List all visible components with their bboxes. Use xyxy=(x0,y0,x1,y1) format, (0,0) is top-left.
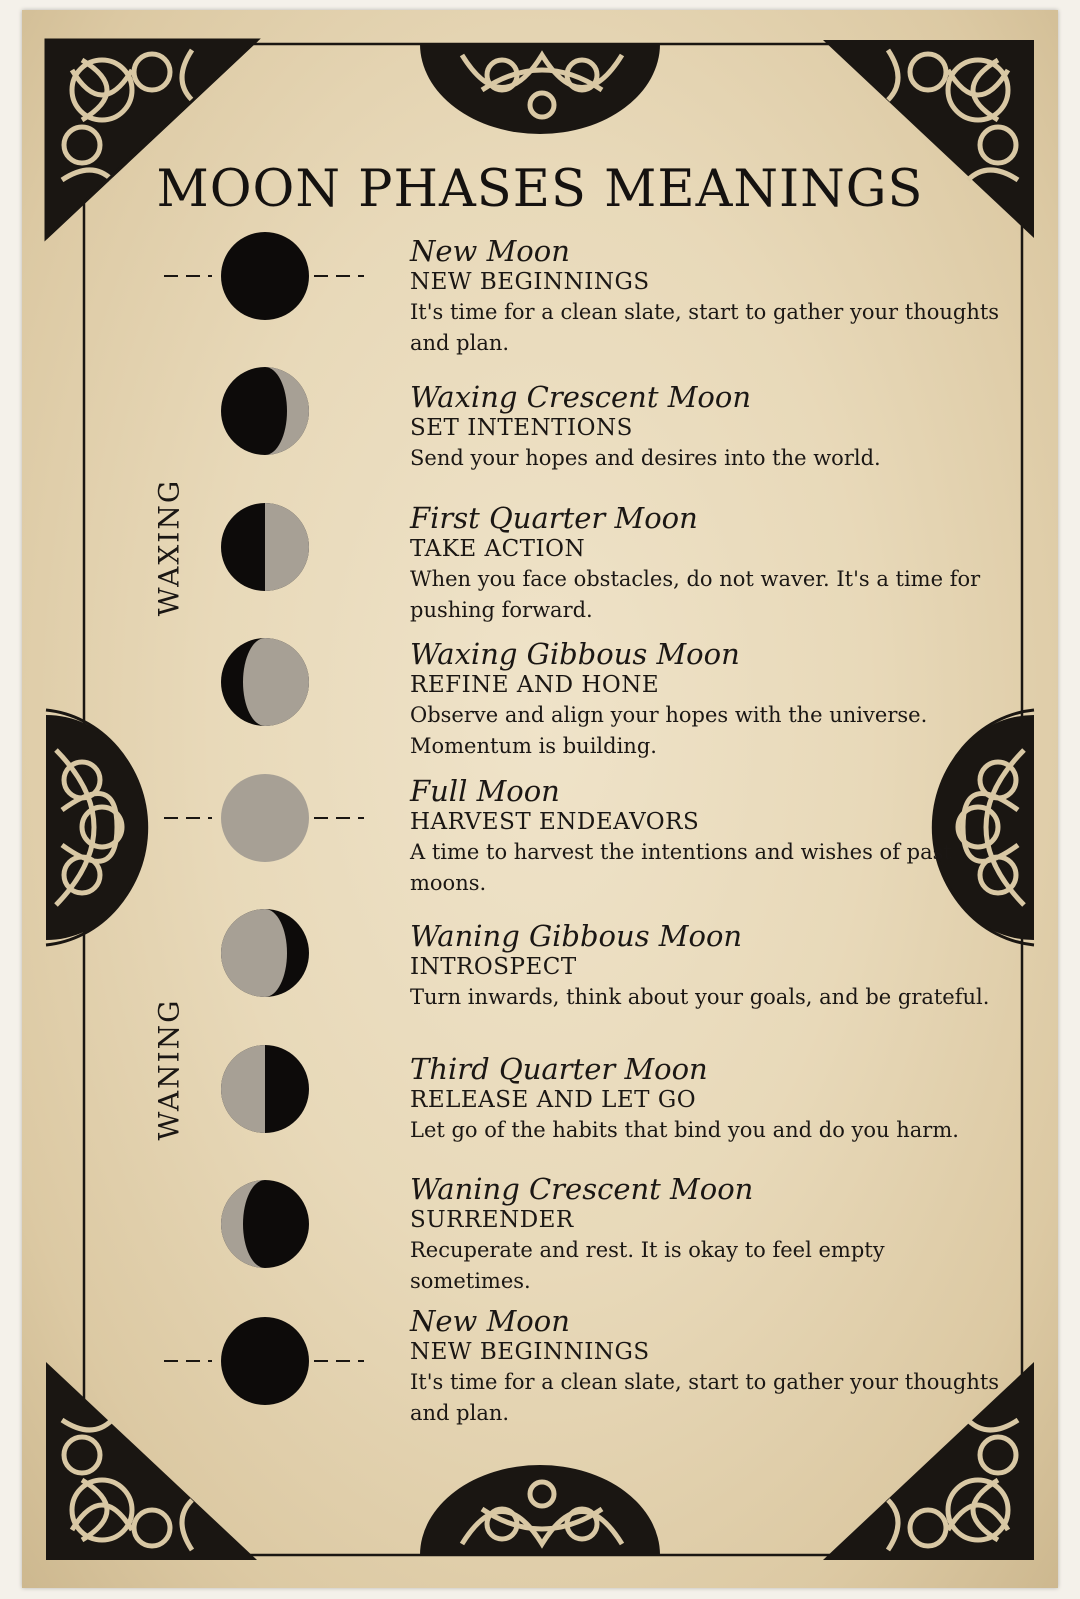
poster xyxy=(22,10,1058,1588)
waxing-label: WAXING xyxy=(152,478,186,617)
phase-entry xyxy=(410,1173,1010,1297)
phase-entry xyxy=(410,920,1010,1013)
phase-name: Waning Crescent Moon xyxy=(410,1172,754,1206)
phase-description: When you face obstacles, do not waver. It's a time for pushing forward. xyxy=(410,567,981,622)
left-knot-medallion-icon xyxy=(46,710,148,945)
waning-gibbous-icon xyxy=(221,909,309,997)
phase-name: Full Moon xyxy=(410,774,560,808)
phase-name: First Quarter Moon xyxy=(410,501,698,535)
phase-entry xyxy=(410,638,1010,762)
first-quarter-icon xyxy=(221,503,309,591)
phase-keyword: NEW BEGINNINGS xyxy=(410,1339,650,1365)
full-moon-icon xyxy=(221,774,309,862)
phase-name: Waning Gibbous Moon xyxy=(410,919,743,953)
phase-description: Let go of the habits that bind you and do you harm. xyxy=(410,1118,959,1142)
poster-title: MOON PHASES MEANINGS xyxy=(156,160,924,219)
new-moon-icon xyxy=(221,232,309,320)
corner-knot-bottom-left-icon xyxy=(46,1362,257,1560)
phase-entry xyxy=(410,502,1010,626)
phase-keyword: RELEASE AND LET GO xyxy=(410,1087,697,1113)
phase-keyword: SET INTENTIONS xyxy=(410,415,633,441)
phase-entry xyxy=(410,775,1010,899)
phase-keyword: TAKE ACTION xyxy=(410,536,586,562)
phase-keyword: SURRENDER xyxy=(410,1207,574,1233)
phase-name: New Moon xyxy=(410,1304,570,1338)
waxing-gibbous-icon xyxy=(221,638,309,726)
phase-name: Waxing Gibbous Moon xyxy=(410,637,740,671)
top-knot-medallion-icon xyxy=(420,44,660,134)
waning-crescent-icon xyxy=(221,1180,309,1268)
phase-description: Turn inwards, think about your goals, and be grateful. xyxy=(410,985,990,1009)
phase-keyword: INTROSPECT xyxy=(410,954,577,980)
phase-keyword: REFINE AND HONE xyxy=(410,672,660,698)
third-quarter-icon xyxy=(221,1045,309,1133)
new-moon-icon xyxy=(221,1317,309,1405)
waxing-crescent-icon xyxy=(221,367,309,455)
phase-name: New Moon xyxy=(410,234,570,268)
phase-description: Recuperate and rest. It is okay to feel empty sometimes. xyxy=(410,1238,885,1293)
bottom-knot-medallion-icon xyxy=(420,1465,660,1555)
phase-entry xyxy=(410,1305,1010,1429)
phase-description: A time to harvest the intentions and wishes of past moons. xyxy=(410,840,952,895)
phase-description: Observe and align your hopes with the universe. Momentum is building. xyxy=(410,703,928,758)
phase-name: Third Quarter Moon xyxy=(410,1052,708,1086)
phase-entry xyxy=(410,235,1010,359)
phase-keyword: HARVEST ENDEAVORS xyxy=(410,809,700,835)
phase-description: It's time for a clean slate, start to gather your thoughts and plan. xyxy=(410,1370,1000,1425)
phase-description: Send your hopes and desires into the world. xyxy=(410,446,881,470)
waning-label: WANING xyxy=(152,998,186,1141)
phase-entry xyxy=(410,381,1010,474)
phase-name: Waxing Crescent Moon xyxy=(410,380,752,414)
phase-description: It's time for a clean slate, start to gather your thoughts and plan. xyxy=(410,300,1000,355)
phase-entry xyxy=(410,1053,1010,1146)
phase-keyword: NEW BEGINNINGS xyxy=(410,269,650,295)
